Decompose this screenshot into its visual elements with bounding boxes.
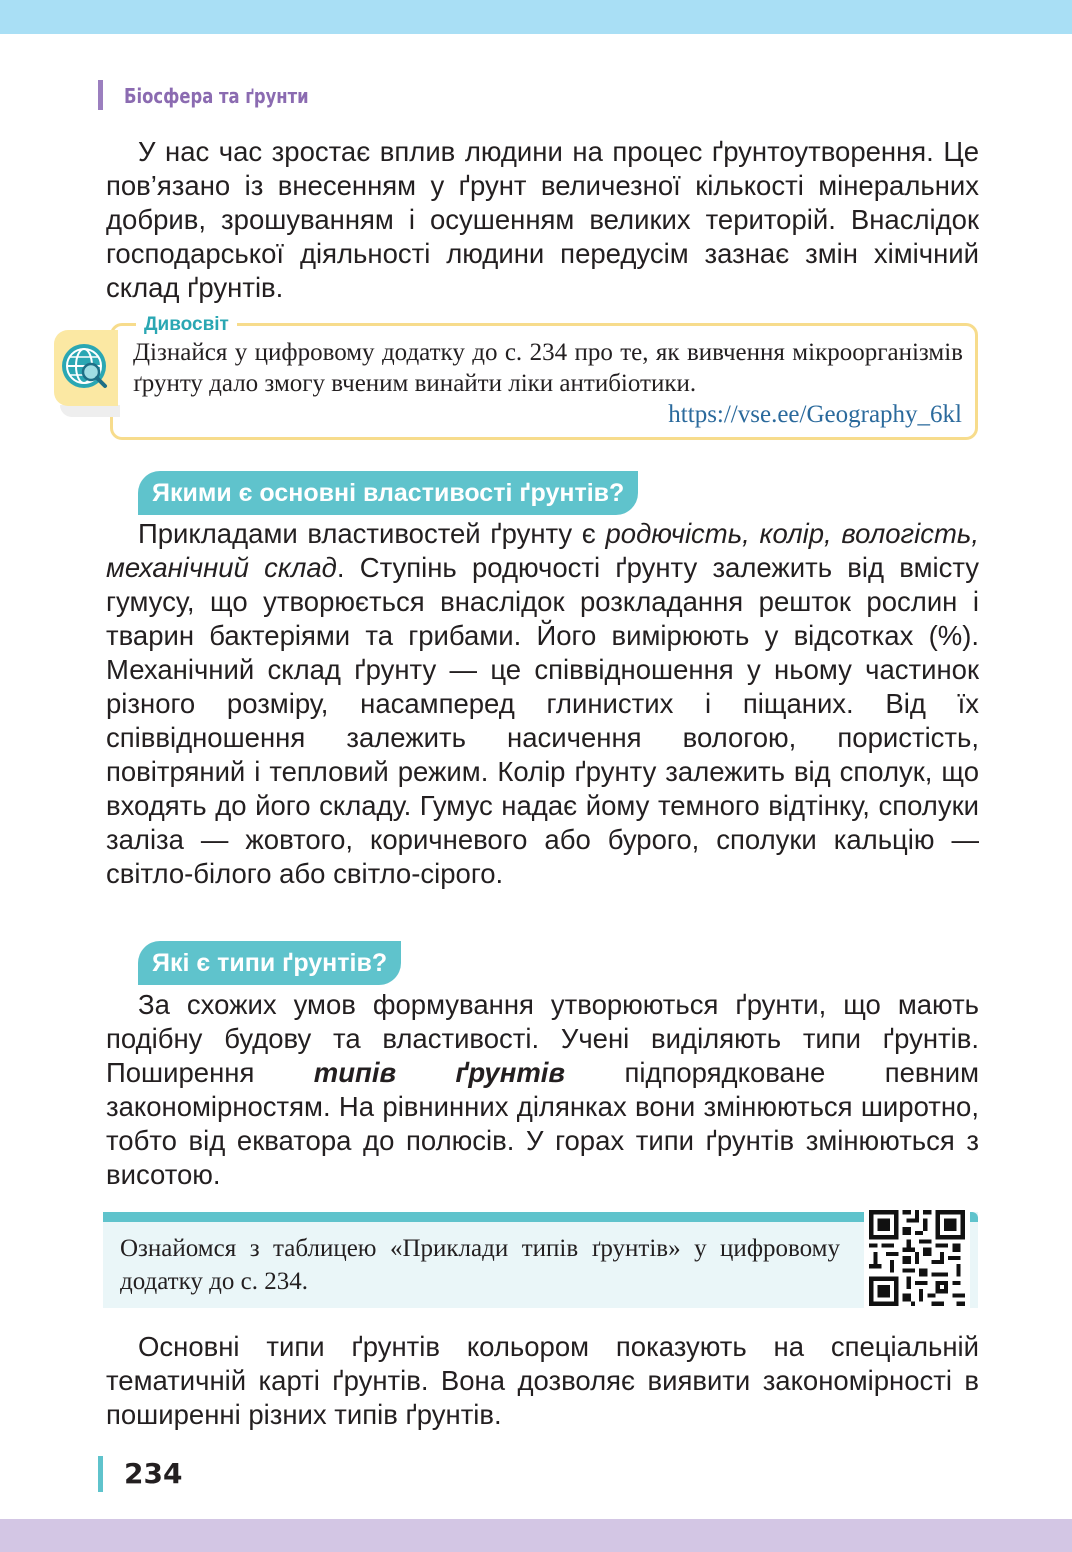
digital-supplement-text: Ознайомся з таблицею «Приклади типів ґрунтів» у цифровому додатку до с. 234. bbox=[120, 1235, 840, 1295]
section-heading-soil-types: Які є типи ґрунтів? bbox=[138, 941, 401, 985]
page-number-bar bbox=[98, 1456, 103, 1492]
soil-types-paragraph bbox=[106, 988, 979, 1192]
qr-code-icon[interactable] bbox=[864, 1206, 970, 1310]
globe-magnifier-icon bbox=[59, 341, 111, 393]
soil-types-bold-term: типів ґрунтів bbox=[313, 1057, 566, 1088]
running-head-title: Біосфера та ґрунти bbox=[124, 84, 309, 108]
properties-text-start: Прикладами властивостей ґрунту є bbox=[138, 518, 606, 549]
properties-paragraph bbox=[106, 517, 979, 891]
final-paragraph: Основні типи ґрунтів кольором показують на спеціальній тематичній карті ґрунтів. Вона дозволяє виявити закономірності в поширенні різних типів ґрунтів. bbox=[106, 1331, 979, 1430]
wonder-icon-shadow bbox=[60, 405, 120, 417]
wonder-box-text: Дізнайся у цифровому додатку до с. 234 про те, як вивчення мікроорганізмів ґрунту дало змогу вченим винайти ліки антибіотики. bbox=[133, 339, 963, 397]
soil-types-text-start: За схожих умов формування утворюються ґрунти, що мають подібну будову та властивості. Учені виділяють типи ґрунтів. Поширення bbox=[106, 989, 979, 1088]
soil-types-text-rest: підпорядковане певним закономірностям. На рівнинних ділянках вони змінюються широтно, тобто від екватора до полюсів. У горах типи ґрунтів змінюються з висотою. bbox=[106, 1057, 979, 1190]
properties-italic-terms: родючість, колір, вологість, механічний склад bbox=[106, 518, 979, 583]
top-color-band bbox=[0, 0, 1072, 34]
properties-text-rest: . Ступінь родючості ґрунту залежить від вмісту гумусу, що утворюється внаслідок розкладання решток рослин і тварин бактеріями та грибами. Його вимірюють у відсотках (%). Механічний склад ґрунту — це співвідношення у ньому частинок різного розміру, насамперед глинистих і піщаних. Від їх співвідношення залежить насичення вологою, пористість, повітряний і тепловий режим. Колір ґрунту залежить від сполук, що входять до його складу. Гумус надає йому темного відтінку, сполуки заліза — жовтого, коричневого або бурого, сполуки кальцію — світло-білого або світло-сірого. bbox=[106, 552, 980, 889]
section-heading-properties: Якими є основні властивості ґрунтів? bbox=[138, 471, 638, 515]
wonder-box-label: Дивосвіт bbox=[136, 313, 237, 337]
page-number: 234 bbox=[124, 1457, 183, 1490]
running-head-bar bbox=[98, 80, 103, 110]
wonder-icon-tab bbox=[54, 330, 118, 406]
intro-paragraph: У нас час зростає вплив людини на процес ґрунтоутворення. Це пов’язано із внесенням у ґрунт величезної кількості мінеральних добрив, зрошуванням і осушенням великих територій. Внаслідок господарської діяльності людини передусім зазнає змін хімічний склад ґрунтів. bbox=[106, 136, 979, 303]
digital-box-top-line bbox=[103, 1212, 978, 1222]
bottom-color-band bbox=[0, 1519, 1072, 1552]
digital-supplement-link[interactable]: https://vse.ee/Geography_6kl bbox=[668, 401, 962, 428]
